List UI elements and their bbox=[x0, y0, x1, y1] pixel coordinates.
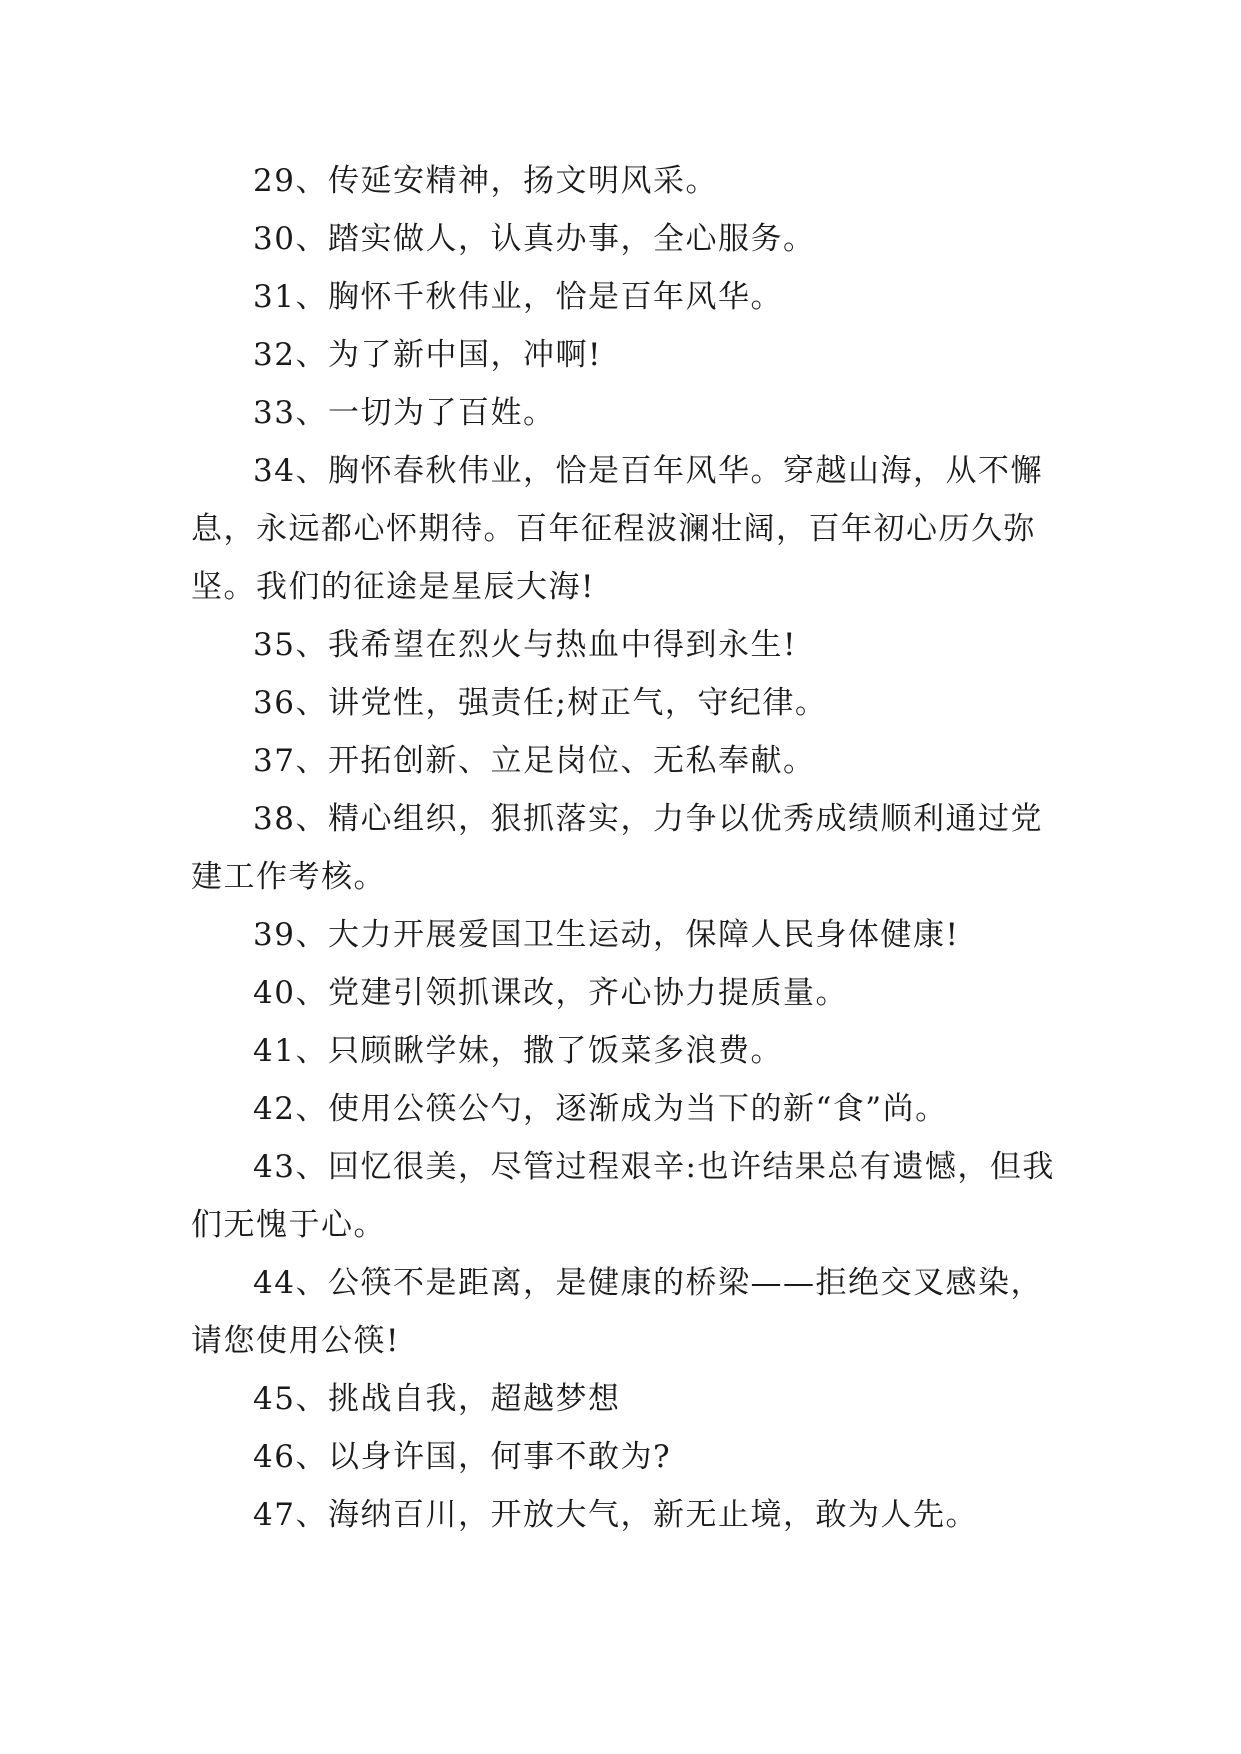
slogan-31: 31、胸怀千秋伟业，恰是百年风华。 bbox=[253, 279, 783, 315]
document-body bbox=[191, 152, 1061, 1544]
slogan-45: 45、挑战自我，超越梦想 bbox=[253, 1381, 621, 1417]
slogan-35: 35、我希望在烈火与热血中得到永生! bbox=[253, 627, 797, 663]
slogan-30: 30、踏实做人，认真办事，全心服务。 bbox=[253, 221, 816, 257]
slogan-42: 42、使用公筷公勺，逐渐成为当下的新“食”尚。 bbox=[253, 1091, 948, 1127]
slogan-44: 44、公筷不是距离，是健康的桥梁——拒绝交叉感染，请您使用公筷! bbox=[191, 1265, 1043, 1359]
slogan-46: 46、以身许国，何事不敢为? bbox=[253, 1439, 672, 1475]
slogan-33: 33、一切为了百姓。 bbox=[253, 395, 556, 431]
slogan-32: 32、为了新中国，冲啊! bbox=[253, 337, 602, 373]
slogan-43: 43、回忆很美，尽管过程艰辛:也许结果总有遗憾，但我们无愧于心。 bbox=[191, 1149, 1055, 1243]
slogan-40: 40、党建引领抓课改，齐心协力提质量。 bbox=[253, 975, 848, 1011]
slogan-39: 39、大力开展爱国卫生运动，保障人民身体健康! bbox=[253, 917, 960, 953]
slogan-36: 36、讲党性，强责任;树正气，守纪律。 bbox=[253, 685, 828, 721]
slogan-38: 38、精心组织，狠抓落实，力争以优秀成绩顺利通过党建工作考核。 bbox=[191, 801, 1043, 895]
slogan-34: 34、胸怀春秋伟业，恰是百年风华。穿越山海，从不懈息，永远都心怀期待。百年征程波澜壮阔，百年初心历久弥坚。我们的征途是星辰大海! bbox=[191, 453, 1043, 605]
slogan-47: 47、海纳百川，开放大气，新无止境，敢为人先。 bbox=[253, 1497, 978, 1533]
slogan-41: 41、只顾瞅学妹，撒了饭菜多浪费。 bbox=[253, 1033, 783, 1069]
slogan-37: 37、开拓创新、立足岗位、无私奉献。 bbox=[253, 743, 816, 779]
slogan-29: 29、传延安精神，扬文明风采。 bbox=[253, 163, 718, 199]
